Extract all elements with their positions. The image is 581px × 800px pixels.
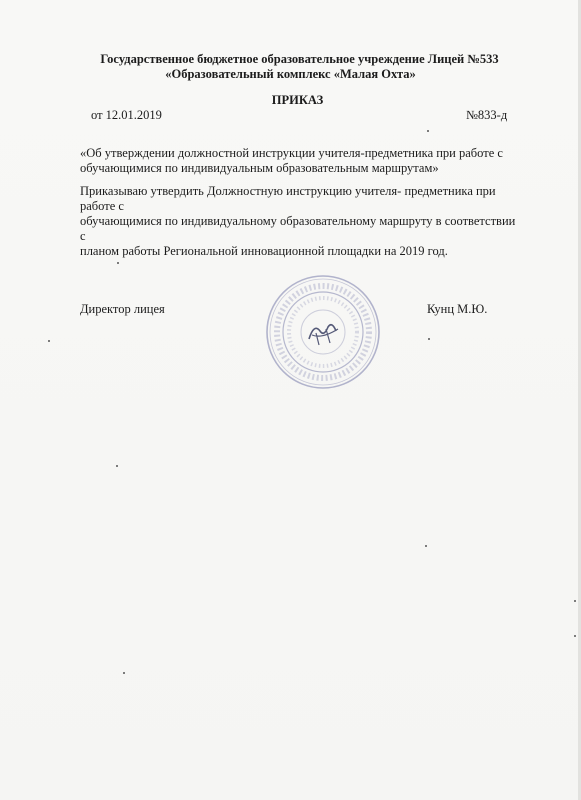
- body-line: Приказываю утвердить Должностную инструкцию учителя- предметника при работе с: [80, 184, 496, 213]
- scan-speck: [123, 672, 125, 674]
- signatory-name: Кунц М.Ю.: [427, 302, 488, 316]
- scan-speck: [116, 465, 118, 467]
- subject-line: обучающимися по индивидуальным образовательным маршрутам»: [80, 161, 439, 175]
- scan-speck: [427, 130, 429, 132]
- institution-header: [0, 52, 581, 82]
- order-date: от 12.01.2019: [91, 108, 162, 122]
- body-line: планом работы Региональной инновационной площадки на 2019 год.: [80, 244, 448, 258]
- scan-speck: [425, 545, 427, 547]
- scan-speck: [574, 600, 576, 602]
- scan-speck: [428, 338, 430, 340]
- institution-complex: «Образовательный комплекс «Малая Охта»: [165, 67, 416, 81]
- official-stamp-icon: [264, 273, 382, 391]
- subject-line: «Об утверждении должностной инструкции учителя-предметника при работе с: [80, 146, 503, 160]
- scan-speck: [117, 262, 119, 264]
- signatory-position: Директор лицея: [80, 302, 165, 316]
- order-number: №833-д: [466, 108, 508, 122]
- scan-speck: [574, 635, 576, 637]
- scan-speck: [48, 340, 50, 342]
- order-title: ПРИКАЗ: [271, 93, 324, 107]
- order-body: [80, 184, 520, 259]
- order-subject: [80, 146, 510, 176]
- institution-name: Государственное бюджетное образовательное учреждение Лицей №533: [100, 52, 499, 66]
- body-line: обучающимися по индивидуальному образовательному маршруту в соответствии с: [80, 214, 516, 243]
